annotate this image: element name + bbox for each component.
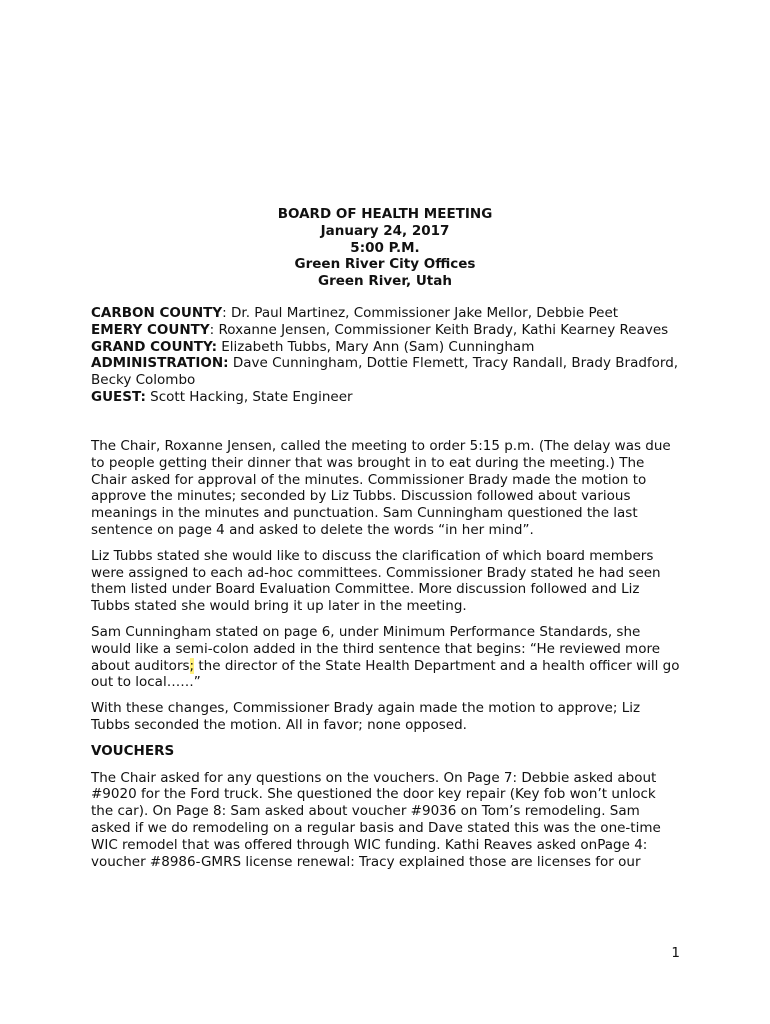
minutes-body — [91, 438, 681, 879]
meeting-header — [0, 206, 770, 290]
attendance-list — [91, 305, 681, 406]
meeting-location: Green River, Utah — [318, 273, 452, 290]
paragraph-semicolon-request — [91, 624, 681, 691]
attendance-administration — [91, 355, 681, 389]
paragraph-text-before-mark: Sam Cunningham stated on page 6, under Minimum Performance Standards, she would like a semi-colon added in the third sentence that begins: “He reviewed more about auditors — [91, 623, 661, 674]
meeting-date: January 24, 2017 — [320, 222, 450, 239]
administration-label: ADMINISTRATION: — [91, 355, 229, 372]
paragraph-vouchers: The Chair asked for any questions on the vouchers. On Page 7: Debbie asked about #9020 for the Ford truck. She questioned the door key repair (Key fob won’t unlock the car). On Page 8: Sam asked about voucher #9036 on Tom’s remodeling. Sam asked if we do remodeling on a regular basis and Dave stated this was the one-time WIC remodel that was offered through WIC funding. Kathi Reaves asked onPage 4: voucher #8986-GMRS license renewal: Tracy explained those are licenses for our — [91, 769, 661, 870]
attendance-grand — [91, 339, 681, 356]
attendance-carbon — [91, 305, 681, 322]
attendance-guest — [91, 389, 681, 406]
page-number: 1 — [671, 945, 680, 961]
section-heading-vouchers: VOUCHERS — [91, 742, 175, 759]
guest-members: Scott Hacking, State Engineer — [145, 388, 353, 405]
grand-county-members: Elizabeth Tubbs, Mary Ann (Sam) Cunningham — [216, 338, 535, 355]
carbon-county-label: CARBON COUNTY — [91, 305, 223, 321]
meeting-title: BOARD OF HEALTH MEETING — [277, 206, 493, 222]
paragraph-motion-approve: With these changes, Commissioner Brady again made the motion to approve; Liz Tubbs seconded the motion. All in favor; none opposed. — [91, 700, 641, 733]
attendance-emery — [91, 322, 681, 339]
emery-county-label: EMERY COUNTY — [91, 321, 210, 338]
highlighted-semicolon: ; — [189, 657, 195, 674]
carbon-county-members: : Dr. Paul Martinez, Commissioner Jake Mellor, Debbie Peet — [222, 305, 619, 321]
meeting-time: 5:00 P.M. — [350, 239, 420, 256]
meeting-venue: Green River City Offices — [294, 256, 476, 273]
paragraph-text-after-mark: the director of the State Health Department and a health officer will go out to local……” — [91, 657, 680, 691]
paragraph-ad-hoc-committees: Liz Tubbs stated she would like to discuss the clarification of which board members were assigned to each ad-hoc committees. Commissioner Brady stated he had seen them listed under Board Evaluation Committee. More discussion followed and Liz Tubbs stated she would bring it up later in the meeting. — [91, 547, 661, 615]
emery-county-members: : Roxanne Jensen, Commissioner Keith Brady, Kathi Kearney Reaves — [209, 321, 669, 338]
grand-county-label: GRAND COUNTY: — [91, 338, 217, 355]
administration-members: Dave Cunningham, Dottie Flemett, Tracy Randall, Brady Bradford, Becky Colombo — [91, 355, 679, 389]
guest-label: GUEST: — [91, 388, 146, 405]
paragraph-call-to-order: The Chair, Roxanne Jensen, called the meeting to order 5:15 p.m. (The delay was due to people getting their dinner that was brought in to eat during the meeting.) The Chair asked for approval of the minutes. Commissioner Brady made the motion to approve the minutes; seconded by Liz Tubbs. Discussion followed about various meanings in the minutes and punctuation. Sam Cunningham questioned the last sentence on page 4 and asked to delete the words “in her mind”. — [91, 438, 671, 538]
